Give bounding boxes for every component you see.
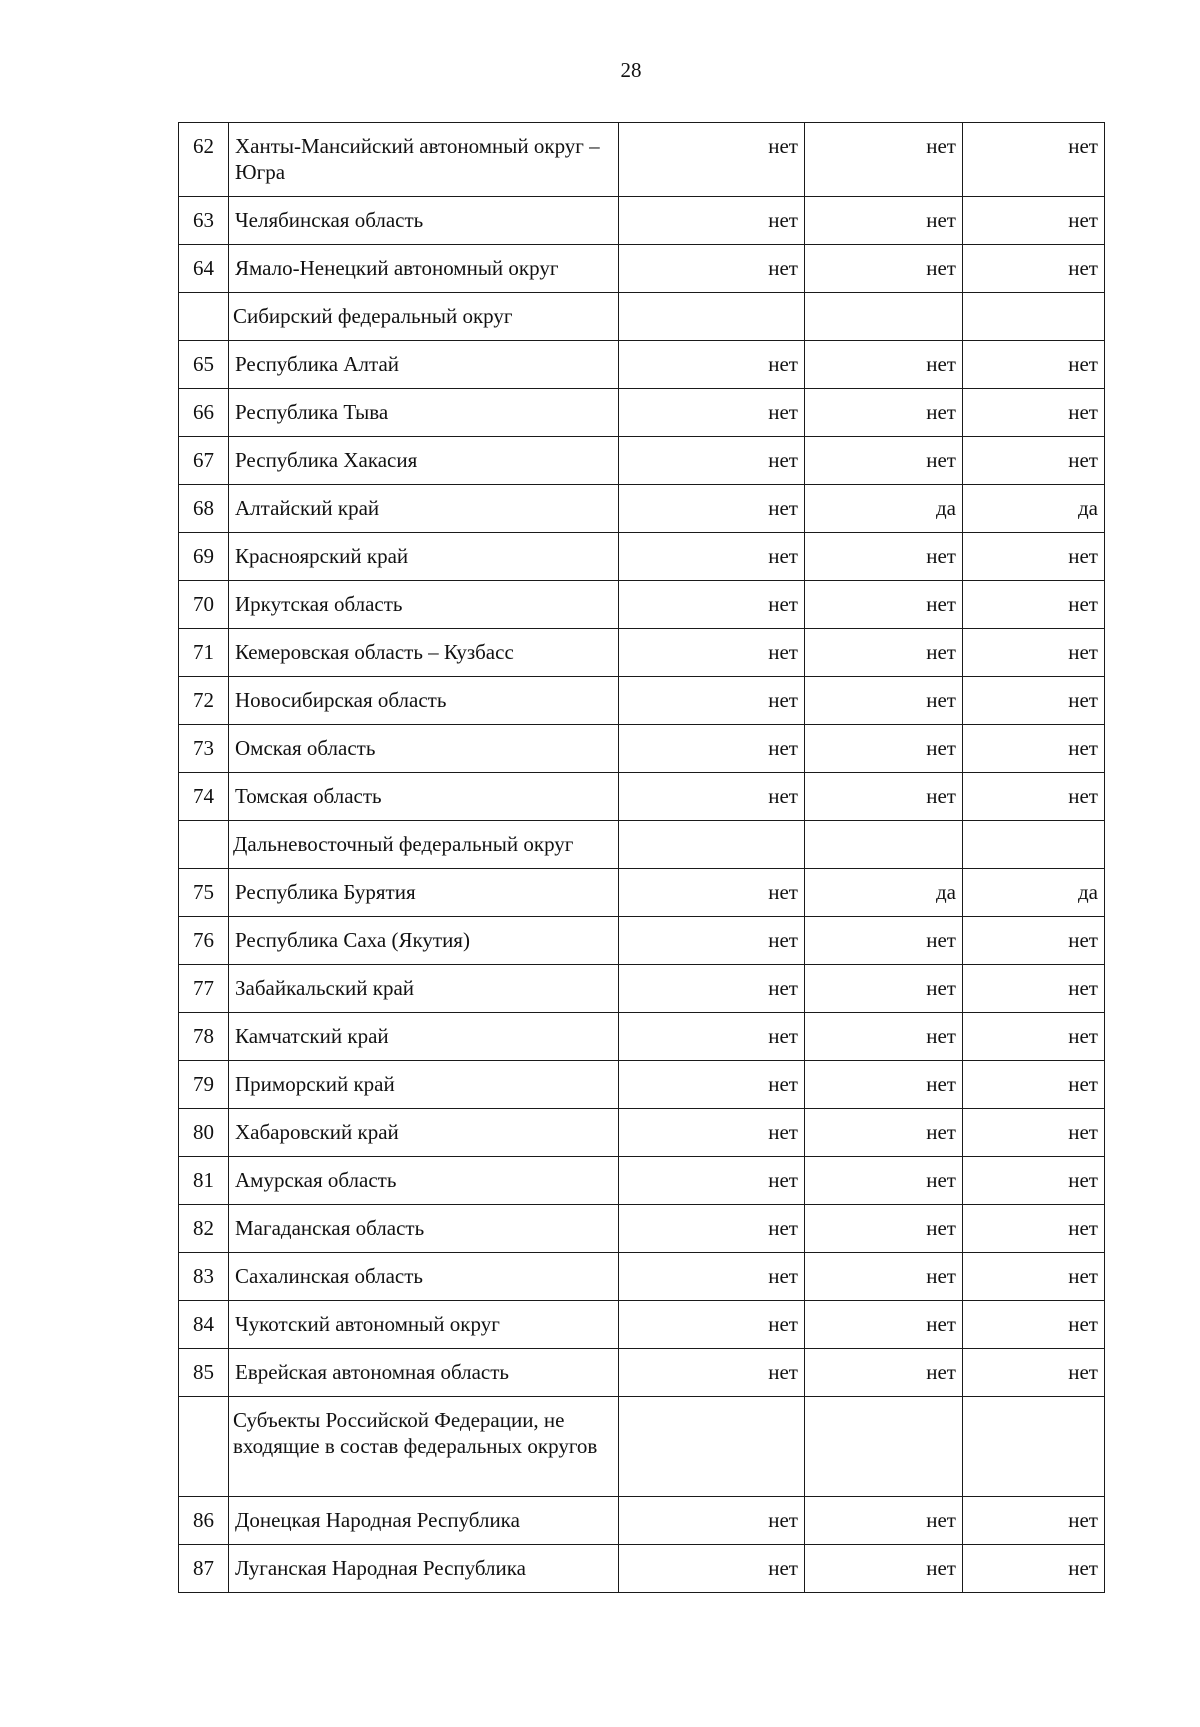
table-row <box>179 629 1105 677</box>
value-cell-3: нет <box>963 725 1105 773</box>
region-name: Забайкальский край <box>229 965 619 1013</box>
row-number: 79 <box>179 1061 229 1109</box>
section-title: Дальневосточный федеральный округ <box>229 821 619 869</box>
table-row <box>179 437 1105 485</box>
value-cell <box>963 821 1105 869</box>
value-cell-2: нет <box>805 1109 963 1157</box>
value-cell-1: нет <box>619 965 805 1013</box>
value-cell-3: нет <box>963 1545 1105 1593</box>
value-cell-3: нет <box>963 1349 1105 1397</box>
row-number: 63 <box>179 197 229 245</box>
value-cell-1: нет <box>619 437 805 485</box>
value-cell <box>963 1397 1105 1497</box>
table-row <box>179 389 1105 437</box>
row-number: 85 <box>179 1349 229 1397</box>
region-name: Чукотский автономный округ <box>229 1301 619 1349</box>
value-cell-1: нет <box>619 1253 805 1301</box>
value-cell-2: нет <box>805 1301 963 1349</box>
value-cell-2: нет <box>805 725 963 773</box>
region-name: Хабаровский край <box>229 1109 619 1157</box>
value-cell-2: нет <box>805 1253 963 1301</box>
value-cell-2: да <box>805 485 963 533</box>
row-number: 75 <box>179 869 229 917</box>
row-number: 87 <box>179 1545 229 1593</box>
section-header-row <box>179 1397 1105 1497</box>
value-cell-2: нет <box>805 965 963 1013</box>
row-number: 62 <box>179 123 229 197</box>
value-cell-3: нет <box>963 917 1105 965</box>
table-row <box>179 1497 1105 1545</box>
value-cell-3: нет <box>963 245 1105 293</box>
value-cell-1: нет <box>619 197 805 245</box>
region-name: Иркутская область <box>229 581 619 629</box>
value-cell-3: да <box>963 485 1105 533</box>
table-row <box>179 1013 1105 1061</box>
row-number: 82 <box>179 1205 229 1253</box>
value-cell-2: нет <box>805 245 963 293</box>
row-number: 76 <box>179 917 229 965</box>
value-cell-1: нет <box>619 1013 805 1061</box>
row-number: 70 <box>179 581 229 629</box>
table-row <box>179 1349 1105 1397</box>
table-row <box>179 533 1105 581</box>
region-name: Ямало-Ненецкий автономный округ <box>229 245 619 293</box>
value-cell-3: нет <box>963 1301 1105 1349</box>
value-cell-1: нет <box>619 1205 805 1253</box>
value-cell-2: нет <box>805 123 963 197</box>
row-number: 78 <box>179 1013 229 1061</box>
value-cell-3: да <box>963 869 1105 917</box>
value-cell-2: нет <box>805 197 963 245</box>
value-cell-3: нет <box>963 197 1105 245</box>
value-cell-3: нет <box>963 581 1105 629</box>
region-name: Сахалинская область <box>229 1253 619 1301</box>
value-cell <box>963 293 1105 341</box>
row-number: 84 <box>179 1301 229 1349</box>
table-row <box>179 245 1105 293</box>
value-cell-2: нет <box>805 1545 963 1593</box>
row-number: 81 <box>179 1157 229 1205</box>
value-cell-2: да <box>805 869 963 917</box>
region-name: Новосибирская область <box>229 677 619 725</box>
value-cell-1: нет <box>619 1109 805 1157</box>
table-row <box>179 917 1105 965</box>
row-number: 74 <box>179 773 229 821</box>
region-name: Донецкая Народная Республика <box>229 1497 619 1545</box>
region-name: Алтайский край <box>229 485 619 533</box>
value-cell-3: нет <box>963 533 1105 581</box>
value-cell-1: нет <box>619 1545 805 1593</box>
value-cell-3: нет <box>963 437 1105 485</box>
table-row <box>179 123 1105 197</box>
table-row <box>179 1545 1105 1593</box>
value-cell-2: нет <box>805 581 963 629</box>
value-cell-2: нет <box>805 533 963 581</box>
regions-table-body <box>179 123 1105 1593</box>
region-name: Камчатский край <box>229 1013 619 1061</box>
table-row <box>179 341 1105 389</box>
region-name: Республика Бурятия <box>229 869 619 917</box>
value-cell-3: нет <box>963 1061 1105 1109</box>
value-cell-1: нет <box>619 533 805 581</box>
region-name: Красноярский край <box>229 533 619 581</box>
row-number: 83 <box>179 1253 229 1301</box>
value-cell-2: нет <box>805 629 963 677</box>
region-name: Магаданская область <box>229 1205 619 1253</box>
value-cell-1: нет <box>619 245 805 293</box>
value-cell-3: нет <box>963 1253 1105 1301</box>
value-cell-1: нет <box>619 123 805 197</box>
region-name: Кемеровская область – Кузбасс <box>229 629 619 677</box>
table-row <box>179 1205 1105 1253</box>
value-cell-2: нет <box>805 1061 963 1109</box>
table-row <box>179 725 1105 773</box>
region-name: Томская область <box>229 773 619 821</box>
region-name: Республика Саха (Якутия) <box>229 917 619 965</box>
table-row <box>179 773 1105 821</box>
region-name: Луганская Народная Республика <box>229 1545 619 1593</box>
page-number: 28 <box>620 58 642 82</box>
value-cell-1: нет <box>619 485 805 533</box>
value-cell-2: нет <box>805 773 963 821</box>
value-cell <box>805 1397 963 1497</box>
value-cell-3: нет <box>963 677 1105 725</box>
row-number: 72 <box>179 677 229 725</box>
value-cell-3: нет <box>963 629 1105 677</box>
value-cell-3: нет <box>963 341 1105 389</box>
value-cell-1: нет <box>619 629 805 677</box>
row-number: 86 <box>179 1497 229 1545</box>
value-cell-2: нет <box>805 917 963 965</box>
value-cell-3: нет <box>963 123 1105 197</box>
row-number-cell <box>179 1397 229 1497</box>
region-name: Челябинская область <box>229 197 619 245</box>
value-cell <box>805 293 963 341</box>
value-cell-3: нет <box>963 1205 1105 1253</box>
table-row <box>179 1157 1105 1205</box>
regions-table <box>178 122 1105 1593</box>
value-cell-3: нет <box>963 1497 1105 1545</box>
value-cell-2: нет <box>805 1205 963 1253</box>
row-number: 68 <box>179 485 229 533</box>
value-cell-1: нет <box>619 677 805 725</box>
value-cell-1: нет <box>619 869 805 917</box>
table-row <box>179 1061 1105 1109</box>
value-cell <box>619 821 805 869</box>
value-cell-2: нет <box>805 1349 963 1397</box>
table-row <box>179 677 1105 725</box>
region-name: Республика Алтай <box>229 341 619 389</box>
region-name: Еврейская автономная область <box>229 1349 619 1397</box>
value-cell <box>619 1397 805 1497</box>
value-cell-1: нет <box>619 389 805 437</box>
value-cell-1: нет <box>619 1157 805 1205</box>
region-name: Амурская область <box>229 1157 619 1205</box>
table-row <box>179 485 1105 533</box>
value-cell-1: нет <box>619 1349 805 1397</box>
section-title: Сибирский федеральный округ <box>229 293 619 341</box>
row-number: 71 <box>179 629 229 677</box>
row-number: 80 <box>179 1109 229 1157</box>
row-number-cell <box>179 293 229 341</box>
value-cell-2: нет <box>805 1497 963 1545</box>
value-cell-2: нет <box>805 341 963 389</box>
region-name: Республика Хакасия <box>229 437 619 485</box>
table-row <box>179 1253 1105 1301</box>
row-number-cell <box>179 821 229 869</box>
value-cell-3: нет <box>963 773 1105 821</box>
table-row <box>179 1109 1105 1157</box>
section-header-row <box>179 821 1105 869</box>
region-name: Ханты-Мансийский автономный округ – Югра <box>229 123 619 197</box>
value-cell-1: нет <box>619 341 805 389</box>
value-cell-1: нет <box>619 917 805 965</box>
value-cell-1: нет <box>619 581 805 629</box>
value-cell-1: нет <box>619 725 805 773</box>
value-cell-1: нет <box>619 773 805 821</box>
value-cell-3: нет <box>963 389 1105 437</box>
value-cell-1: нет <box>619 1061 805 1109</box>
section-header-row <box>179 293 1105 341</box>
value-cell-2: нет <box>805 437 963 485</box>
region-name: Республика Тыва <box>229 389 619 437</box>
row-number: 67 <box>179 437 229 485</box>
table-row <box>179 1301 1105 1349</box>
table-row <box>179 965 1105 1013</box>
value-cell-2: нет <box>805 389 963 437</box>
value-cell-1: нет <box>619 1301 805 1349</box>
section-title: Субъекты Российской Федерации, не входящие в состав федеральных округов <box>229 1397 619 1497</box>
row-number: 66 <box>179 389 229 437</box>
value-cell-3: нет <box>963 1157 1105 1205</box>
value-cell-2: нет <box>805 677 963 725</box>
value-cell-3: нет <box>963 965 1105 1013</box>
row-number: 69 <box>179 533 229 581</box>
table-row <box>179 869 1105 917</box>
value-cell-2: нет <box>805 1013 963 1061</box>
value-cell-2: нет <box>805 1157 963 1205</box>
row-number: 64 <box>179 245 229 293</box>
row-number: 73 <box>179 725 229 773</box>
value-cell-3: нет <box>963 1013 1105 1061</box>
value-cell-1: нет <box>619 1497 805 1545</box>
value-cell <box>805 821 963 869</box>
row-number: 65 <box>179 341 229 389</box>
region-name: Приморский край <box>229 1061 619 1109</box>
row-number: 77 <box>179 965 229 1013</box>
value-cell <box>619 293 805 341</box>
value-cell-3: нет <box>963 1109 1105 1157</box>
table-row <box>179 197 1105 245</box>
region-name: Омская область <box>229 725 619 773</box>
table-row <box>179 581 1105 629</box>
